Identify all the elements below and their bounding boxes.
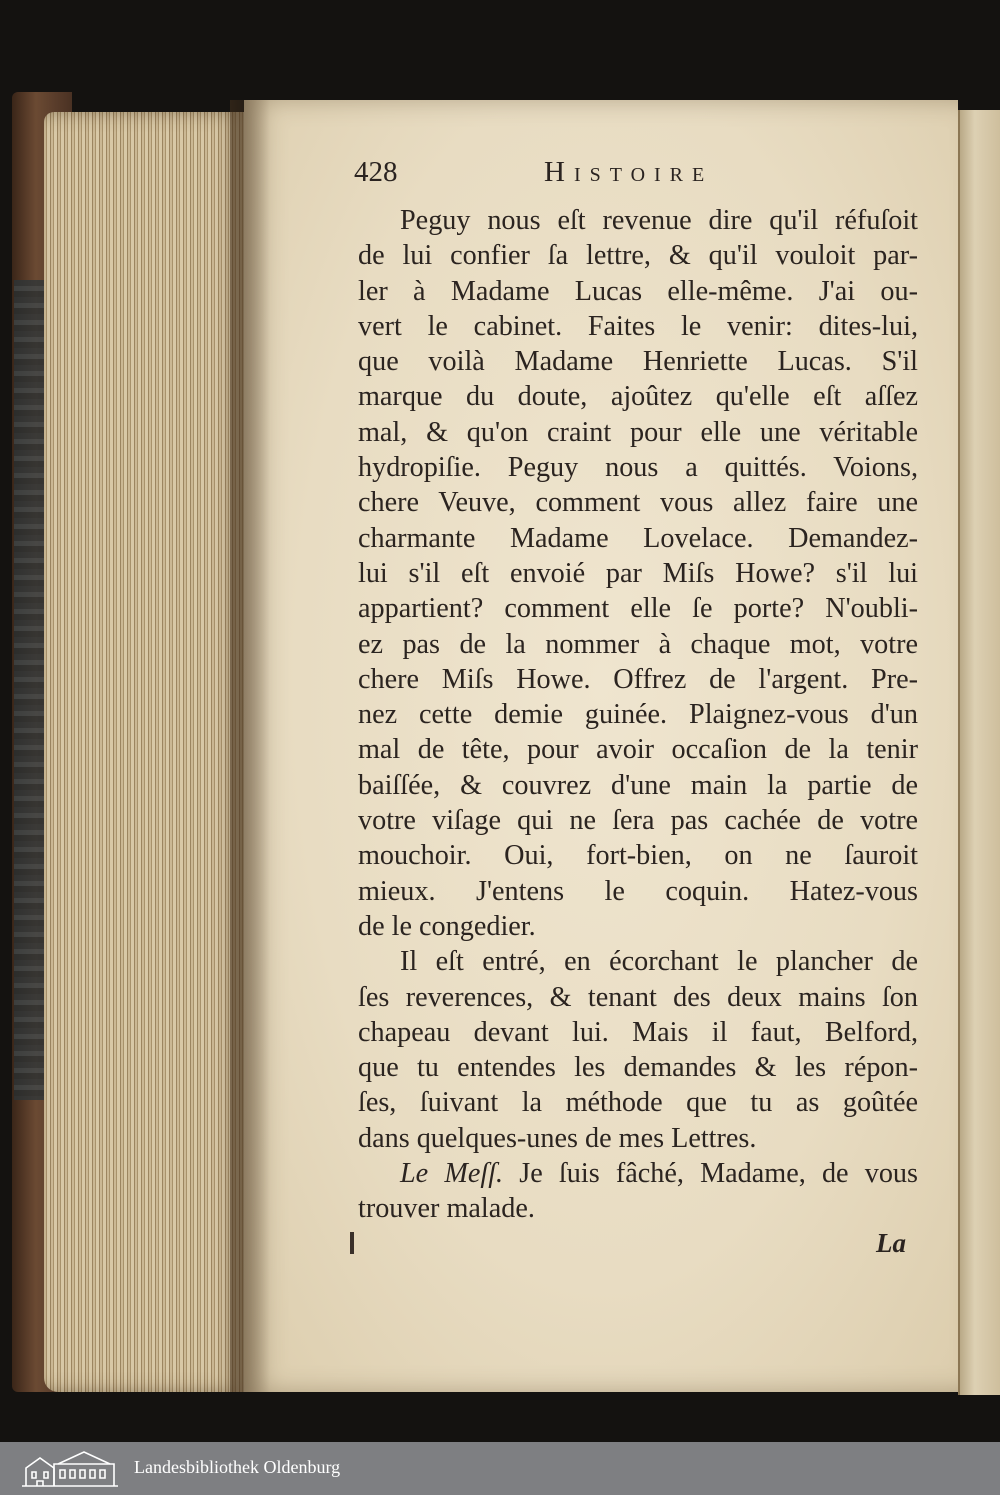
speaker-label: Le Meſſ. — [400, 1158, 504, 1190]
page-edges — [44, 112, 244, 1392]
facing-page-edge — [958, 110, 1000, 1395]
text-line: Il eſt entré, en écorchant le plancher de — [400, 946, 918, 978]
text-line: votre viſage qui ne ſera pas cachée de votre — [358, 805, 918, 837]
footer-bar — [0, 1442, 1000, 1495]
text-line: de lui confier ſa lettre, & qu'il vouloit par- — [358, 240, 918, 272]
text-line: mouchoir. Oui, fort-bien, on ne ſauroit — [358, 840, 918, 872]
catchword: La — [876, 1228, 906, 1258]
printer-mark — [350, 1232, 354, 1254]
page-number: 428 — [354, 156, 398, 188]
text-line: vert le cabinet. Faites le venir: dites-lui, — [358, 310, 918, 342]
library-building-icon — [18, 1446, 122, 1490]
text-line: appartient? comment elle ſe porte? N'oubli- — [358, 593, 918, 625]
text-line: que voilà Madame Henriette Lucas. S'il — [358, 346, 918, 378]
running-head: Histoire — [544, 156, 714, 188]
text-line: ler à Madame Lucas elle-même. J'ai ou- — [358, 275, 918, 307]
text-line: de le congedier. — [358, 910, 536, 942]
text-line: chere Miſs Howe. Offrez de l'argent. Pre- — [358, 663, 918, 695]
text-line: mal, & qu'on craint pour elle une véritable — [358, 416, 918, 448]
text-line: marque du doute, ajoûtez qu'elle eſt aſſez — [358, 381, 918, 413]
text-line: chapeau devant lui. Mais il faut, Belford, — [358, 1016, 918, 1048]
text-line: mal de tête, pour avoir occaſion de la tenir — [358, 734, 918, 766]
text-line: que tu entendes les demandes & les répon- — [358, 1052, 918, 1084]
gutter-shadow — [230, 100, 270, 1392]
text-line: ſes, ſuivant la méthode que tu as goûtée — [358, 1087, 918, 1119]
text-line: nez cette demie guinée. Plaignez-vous d'un — [358, 699, 918, 731]
text-line: baiſſée, & couvrez d'une main la partie de — [358, 769, 918, 801]
page-header — [354, 156, 914, 200]
text-line: lui s'il eſt envoié par Miſs Howe? s'il lui — [358, 557, 918, 589]
text-line: Peguy nous eſt revenue dire qu'il réfuſoit — [400, 205, 918, 236]
text-line: mieux. J'entens le coquin. Hatez-vous — [358, 875, 918, 907]
text-line: chere Veuve, comment vous allez faire une — [358, 487, 918, 519]
text-line: charmante Madame Lovelace. Demandez- — [358, 522, 918, 554]
text-line: hydropiſie. Peguy nous a quittés. Voions, — [358, 452, 918, 484]
body-text — [358, 203, 918, 1227]
speaker-text: Je ſuis fâché, Madame, de vous — [503, 1158, 918, 1190]
text-line: ez pas de la nommer à chaque mot, votre — [358, 628, 918, 660]
library-name: Landesbibliothek Oldenburg — [134, 1457, 341, 1477]
text-line: ſes reverences, & tenant des deux mains ſon — [358, 981, 918, 1013]
text-line: trouver malade. — [358, 1193, 535, 1225]
text-line: dans quelques-unes de mes Lettres. — [358, 1122, 757, 1154]
text-line — [358, 1156, 918, 1191]
